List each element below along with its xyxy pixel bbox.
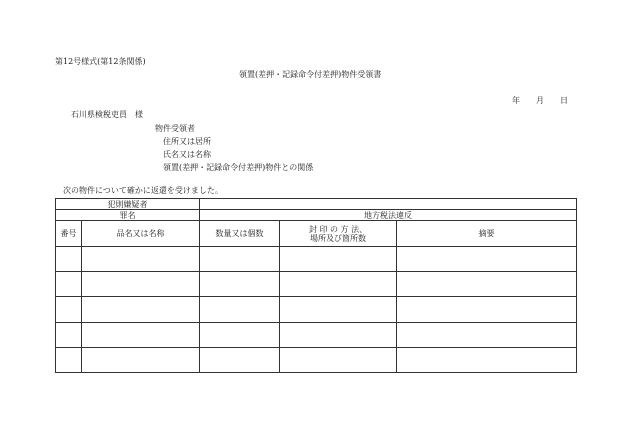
form-number: 第12号様式(第12条関係) xyxy=(55,57,146,66)
table-row xyxy=(56,322,577,347)
row-cell xyxy=(397,297,577,322)
addressee: 石川県検税吏員 様 xyxy=(71,110,143,119)
table-row xyxy=(56,247,577,272)
row-cell xyxy=(280,272,397,297)
table-row xyxy=(56,297,577,322)
row-cell xyxy=(200,297,280,322)
goods-table xyxy=(55,198,577,373)
recipient-heading: 物件受領者 xyxy=(155,124,195,133)
row-cell xyxy=(82,347,200,372)
date-line: 年 月 日 xyxy=(512,96,568,105)
col-quantity-header: 数量又は個数 xyxy=(200,221,280,247)
row-cell xyxy=(280,322,397,347)
col-remarks-header: 摘要 xyxy=(397,221,577,247)
row-cell xyxy=(200,322,280,347)
row-cell xyxy=(56,347,82,372)
row-cell xyxy=(397,322,577,347)
recipient-name-label: 氏名又は名称 xyxy=(163,150,211,159)
table-row xyxy=(56,347,577,372)
row-cell xyxy=(56,322,82,347)
row-cell xyxy=(56,297,82,322)
row-cell xyxy=(82,247,200,272)
row-cell xyxy=(200,247,280,272)
col-seal-header: 封 印 の 方 法、 場所及び箇所数 xyxy=(280,221,397,247)
suspect-label: 犯則嫌疑者 xyxy=(107,199,148,209)
document-title: 領置(差押・記録命令付差押)物件受領書 xyxy=(239,70,382,79)
row-cell xyxy=(82,272,200,297)
row-cell xyxy=(56,272,82,297)
row-cell xyxy=(56,247,82,272)
col-number-header: 番号 xyxy=(56,221,82,247)
crime-label-cell xyxy=(56,210,200,221)
row-cell xyxy=(397,347,577,372)
row-cell xyxy=(280,247,397,272)
recipient-relation-label: 領置(差押・記録命令付差押)物件との関係 xyxy=(163,163,314,172)
statement: 次の物件について確かに返還を受けました。 xyxy=(63,186,223,195)
row-cell xyxy=(280,297,397,322)
crime-value-cell xyxy=(200,210,577,221)
table-row xyxy=(56,272,577,297)
row-cell xyxy=(397,272,577,297)
row-cell xyxy=(397,247,577,272)
row-cell xyxy=(200,272,280,297)
col-item-header: 品名又は名称 xyxy=(82,221,200,247)
row-cell xyxy=(200,347,280,372)
suspect-label-cell xyxy=(56,199,200,210)
crime-label: 罪名 xyxy=(119,210,136,220)
row-cell xyxy=(280,347,397,372)
row-cell xyxy=(82,322,200,347)
suspect-value-cell xyxy=(200,199,577,210)
violation-value: 地方税法違反 xyxy=(364,210,412,220)
recipient-address-label: 住所又は居所 xyxy=(163,137,211,146)
row-cell xyxy=(82,297,200,322)
